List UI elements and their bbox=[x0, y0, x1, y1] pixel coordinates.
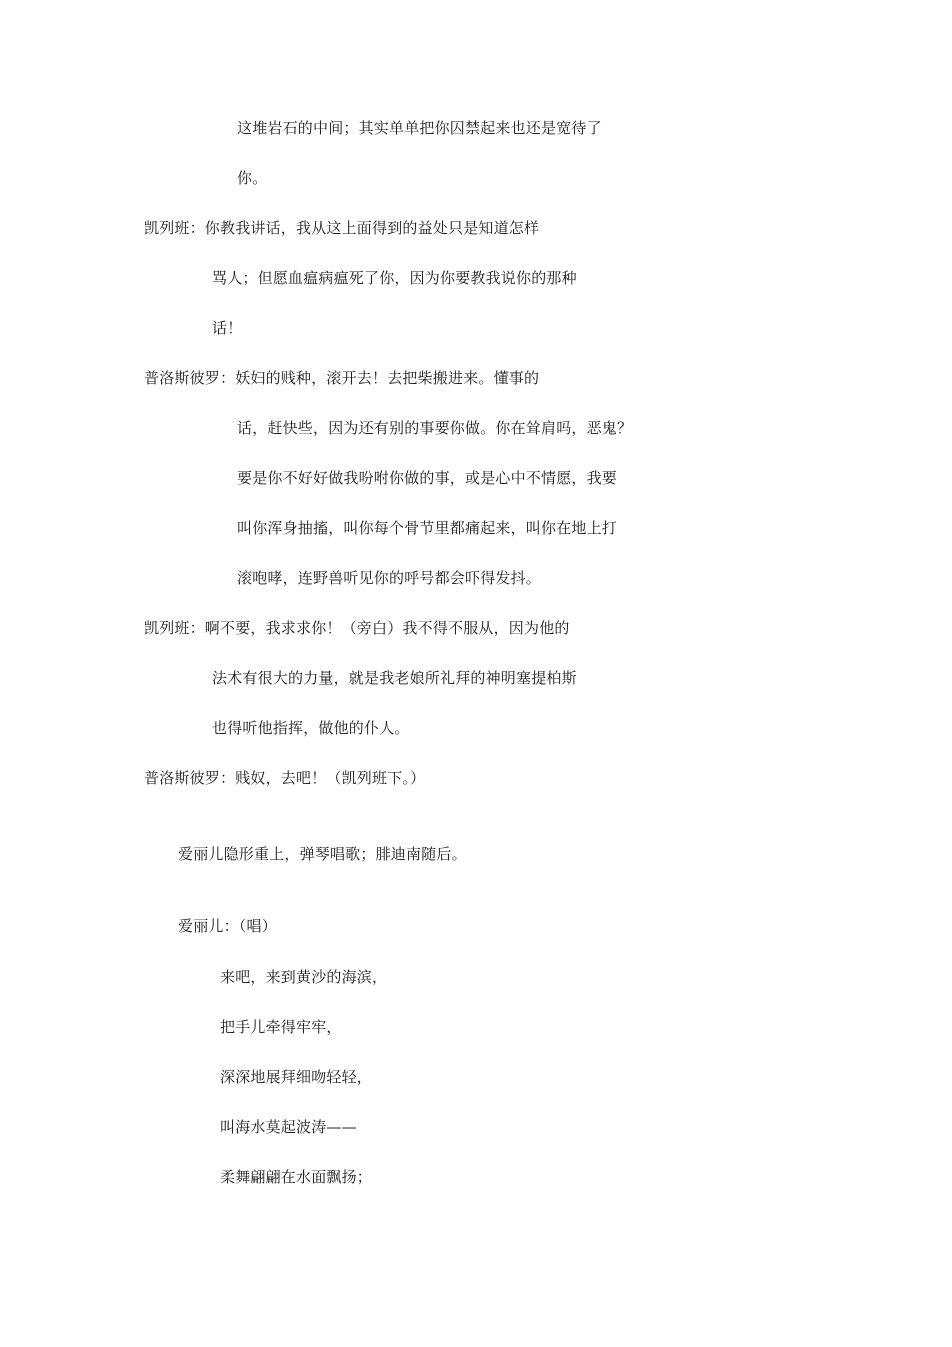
speaker-line: 凯列班：你教我讲话，我从这上面得到的益处只是知道怎样 bbox=[144, 219, 540, 237]
text-line: 叫你浑身抽搐，叫你每个骨节里都痛起来，叫你在地上打 bbox=[237, 519, 618, 537]
text-line: 也得听他指挥，做他的仆人。 bbox=[212, 719, 410, 737]
song-line: 深深地展拜细吻轻轻， bbox=[220, 1068, 373, 1086]
song-line: 柔舞翩翩在水面飘扬； bbox=[220, 1168, 373, 1186]
speaker-line: 普洛斯彼罗：贱奴，去吧！（凯列班下。） bbox=[144, 769, 426, 787]
text-line: 滚咆哮，连野兽听见你的呼号都会吓得发抖。 bbox=[237, 569, 542, 587]
stage-direction: 爱丽儿隐形重上，弹琴唱歌；腓迪南随后。 bbox=[178, 845, 467, 863]
speaker-line: 普洛斯彼罗：妖妇的贱种，滚开去！去把柴搬进来。懂事的 bbox=[144, 369, 540, 387]
text-line: 这堆岩石的中间；其实单单把你囚禁起来也还是宽待了 bbox=[237, 119, 602, 137]
text-line: 话！ bbox=[212, 319, 243, 337]
text-line: 你。 bbox=[237, 169, 268, 187]
speaker-line: 爱丽儿：（唱） bbox=[178, 917, 277, 935]
song-line: 来吧，来到黄沙的海滨， bbox=[220, 968, 388, 986]
text-line: 法术有很大的力量，就是我老娘所礼拜的神明塞提柏斯 bbox=[212, 669, 577, 687]
song-line: 把手儿牵得牢牢， bbox=[220, 1018, 342, 1036]
text-line: 要是你不好好做我吩咐你做的事，或是心中不情愿，我要 bbox=[237, 469, 618, 487]
text-line: 话，赶快些，因为还有别的事要你做。你在耸肩吗，恶鬼？ bbox=[237, 419, 633, 437]
song-line: 叫海水莫起波涛—— bbox=[220, 1118, 357, 1136]
speaker-line: 凯列班：啊不要，我求求你！（旁白）我不得不服从，因为他的 bbox=[144, 619, 570, 637]
text-line: 骂人；但愿血瘟病瘟死了你，因为你要教我说你的那种 bbox=[212, 269, 577, 287]
